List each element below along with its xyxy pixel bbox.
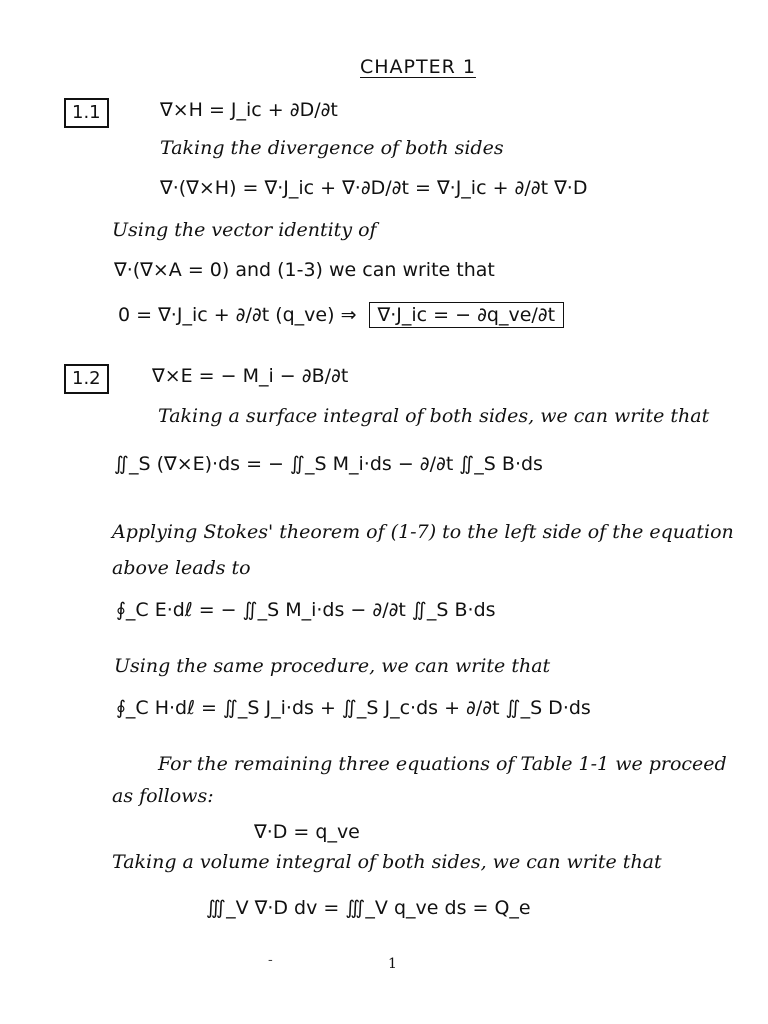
continuity-result-box: ∇·J_ic = − ∂q_ve/∂t xyxy=(369,302,565,328)
text-line: above leads to xyxy=(112,557,251,579)
equation-ampere-integral: ∮_C H·dℓ = ∬_S J_i·ds + ∬_S J_c·ds + ∂/∂t ∬_S D·ds xyxy=(116,697,591,719)
text-line: Using the same procedure, we can write that xyxy=(114,655,551,677)
chapter-heading: CHAPTER 1 xyxy=(360,56,476,78)
text-line: Taking the divergence of both sides xyxy=(160,137,504,159)
footer-dash: - xyxy=(268,952,273,968)
text-line: Taking a surface integral of both sides, we can write that xyxy=(158,405,710,427)
page-number: 1 xyxy=(388,956,397,972)
text-line: Using the vector identity of xyxy=(112,219,377,241)
text-line: Applying Stokes' theorem of (1-7) to the left side of the equation xyxy=(112,521,734,543)
equation-divergence: ∇·(∇×H) = ∇·J_ic + ∇·∂D/∂t = ∇·J_ic + ∂/∂t ∇·D xyxy=(160,177,588,199)
equation-faraday-integral: ∮_C E·dℓ = − ∬_S M_i·ds − ∂/∂t ∬_S B·ds xyxy=(116,599,496,621)
equation-gauss: ∇·D = q_ve xyxy=(254,821,360,843)
equation-faraday: ∇×E = − M_i − ∂B/∂t xyxy=(152,365,349,387)
section-label-1-1: 1.1 xyxy=(64,98,109,128)
text-line: Taking a volume integral of both sides, we can write that xyxy=(112,851,662,873)
continuity-lhs: 0 = ∇·J_ic + ∂/∂t (q_ve) ⇒ xyxy=(118,304,357,326)
equation-continuity xyxy=(118,302,564,328)
text-line: as follows: xyxy=(112,785,214,807)
equation-volume-integral: ∭_V ∇·D dv = ∭_V q_ve ds = Q_e xyxy=(206,897,531,919)
section-label-1-2: 1.2 xyxy=(64,364,109,394)
equation-ampere: ∇×H = J_ic + ∂D/∂t xyxy=(160,99,338,121)
equation-identity: ∇·(∇×A = 0) and (1-3) we can write that xyxy=(114,259,495,281)
equation-surface-integral: ∬_S (∇×E)·ds = − ∬_S M_i·ds − ∂/∂t ∬_S B·ds xyxy=(114,453,543,475)
text-line: For the remaining three equations of Table 1-1 we proceed xyxy=(158,753,727,775)
